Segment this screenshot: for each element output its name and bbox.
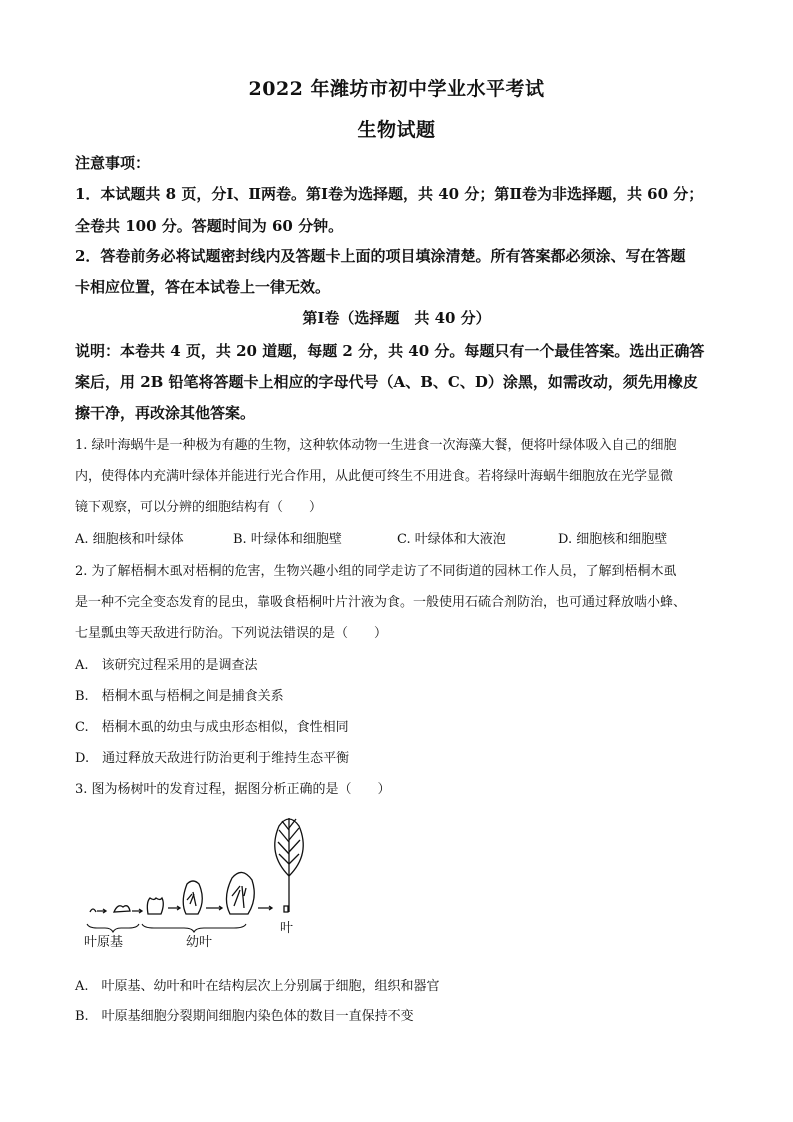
- q1-line2: 内，使得体内充满叶绿体并能进行光合作用，从此便可终生不用进食。若将绿叶海蜗牛细胞放在光学显微: [75, 469, 674, 484]
- q1-line1: 1. 绿叶海蜗牛是一种极为有趣的生物，这种软体动物一生进食一次海藻大餐，便将叶绿体吸入自己的细胞: [75, 438, 677, 453]
- q1-option-d: D. 细胞核和细胞壁: [558, 532, 668, 547]
- q2-line1: 2. 为了解梧桐木虱对梧桐的危害，生物兴趣小组的同学走访了不同街道的园林工作人员，了解到梧桐木虱: [75, 564, 677, 579]
- q2-option-a: A. 该研究过程采用的是调查法: [75, 658, 258, 673]
- young-leaf-figures: [147, 872, 272, 914]
- section1-desc-line3: 擦干净，再改涂其他答案。: [75, 404, 256, 422]
- young-leaf-brace: [142, 924, 246, 932]
- notes-item2-line1: 2．答卷前务必将试题密封线内及答题卡上面的项目填涂清楚。所有答案都必须涂、写在答题: [75, 247, 686, 265]
- section1-heading: 第Ⅰ卷（选择题 共 40 分）: [302, 309, 491, 327]
- q1-option-b: B. 叶绿体和细胞壁: [233, 532, 342, 547]
- leaf-primordium-figure: [90, 906, 142, 913]
- section1-desc-line1: 说明：本卷共 4 页，共 20 道题，每题 2 分，共 40 分。每题只有一个最佳答案。选出正确答: [75, 342, 705, 360]
- label-leaf: 叶: [280, 921, 294, 936]
- notes-heading: 注意事项：: [75, 154, 151, 172]
- section1-desc-line2: 案后，用 2B 铅笔将答题卡上相应的字母代号（A、B、C、D）涂黑，如需改动，须先用橡皮: [75, 373, 698, 391]
- leaf-development-diagram: [82, 808, 322, 958]
- notes-item1-line2: 全卷共 100 分。答题时间为 60 分钟。: [75, 217, 344, 235]
- q2-line2: 是一种不完全变态发育的昆虫，靠吸食梧桐叶片汁液为食。一般使用石硫合剂防治，也可通过释放啮小蜂、: [75, 595, 687, 610]
- label-leaf-primordium: 叶原基: [84, 935, 124, 950]
- q3-option-b: B. 叶原基细胞分裂期间细胞内染色体的数目一直保持不变: [75, 1009, 414, 1024]
- exam-title: 2022 年潍坊市初中学业水平考试: [248, 78, 545, 100]
- exam-subtitle: 生物试题: [357, 119, 436, 141]
- primordium-brace: [87, 924, 139, 932]
- notes-item2-line2: 卡相应位置，答在本试卷上一律无效。: [75, 278, 331, 296]
- q2-option-c: C. 梧桐木虱的幼虫与成虫形态相似，食性相同: [75, 720, 349, 735]
- q1-option-a: A. 细胞核和叶绿体: [75, 532, 184, 547]
- label-young-leaf: 幼叶: [186, 935, 213, 950]
- q3-line1: 3. 图为杨树叶的发育过程，据图分析正确的是（ ）: [75, 782, 391, 797]
- q2-option-b: B. 梧桐木虱与梧桐之间是捕食关系: [75, 689, 284, 704]
- notes-item1-line1: 1．本试题共 8 页，分Ⅰ、Ⅱ两卷。第Ⅰ卷为选择题，共 40 分；第Ⅱ卷为非选择题，共 60 分；: [75, 185, 704, 203]
- mature-leaf-figure: [275, 818, 303, 912]
- q2-line3: 七星瓢虫等天敌进行防治。下列说法错误的是（ ）: [75, 626, 388, 641]
- q1-line3: 镜下观察，可以分辨的细胞结构有（ ）: [75, 500, 323, 515]
- q1-option-c: C. 叶绿体和大液泡: [397, 532, 506, 547]
- q3-option-a: A. 叶原基、幼叶和叶在结构层次上分别属于细胞，组织和器官: [75, 979, 440, 994]
- q2-option-d: D. 通过释放天敌进行防治更利于维持生态平衡: [75, 751, 350, 766]
